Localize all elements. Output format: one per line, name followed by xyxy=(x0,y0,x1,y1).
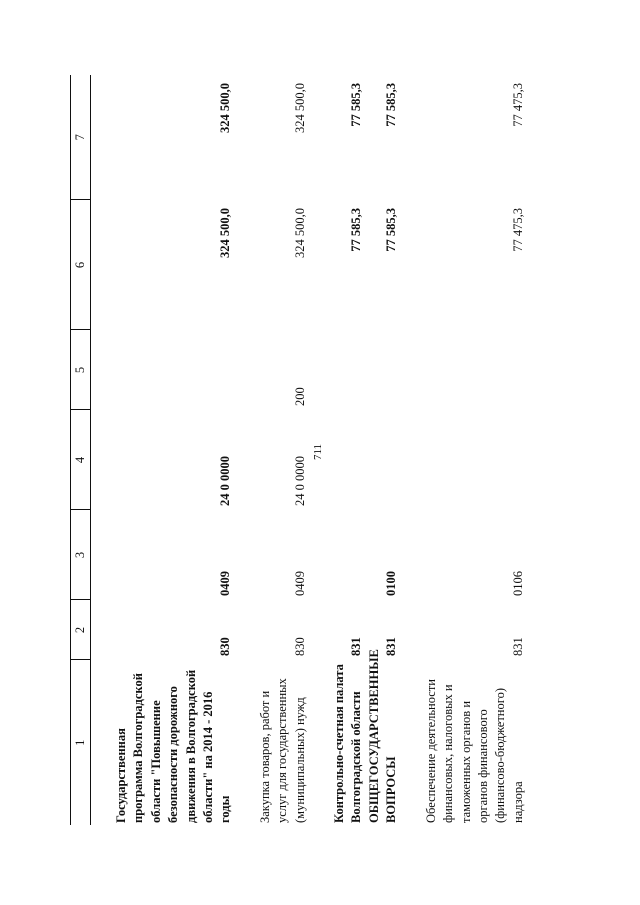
row-amount-7: 77 475,3 xyxy=(510,83,525,127)
row-expense-type xyxy=(113,330,235,410)
row-ministry-code: 831 xyxy=(384,637,399,656)
row-amount-6: 77 585,3 xyxy=(384,208,399,252)
column-header-4: 4 xyxy=(71,410,91,510)
table-row xyxy=(366,75,401,825)
row-name: Государственная программа Волгоградской области "Повышение безопасности дорожного движения в Волгоградской области" на 2014 - 2016 годы xyxy=(114,669,233,823)
table-spacer xyxy=(91,75,114,825)
column-header-2: 2 xyxy=(71,600,91,660)
table-header-row xyxy=(71,75,91,825)
row-target-code: 24 0 0000 xyxy=(218,456,233,506)
column-header-1: 1 xyxy=(71,660,91,825)
row-target-code xyxy=(423,410,527,510)
row-amount-7: 77 585,3 xyxy=(349,83,364,127)
row-amount-6: 77 585,3 xyxy=(349,208,364,252)
row-name: Обеспечение деятельности финансовых, налоговых и таможенных органов и органов финансового (финансово-бюджетного) надзора xyxy=(423,678,525,823)
row-amount-6: 324 500,0 xyxy=(218,208,233,258)
row-name: ОБЩЕГОСУДАРСТВЕННЫЕ ВОПРОСЫ xyxy=(366,649,399,823)
row-amount-6: 324 500,0 xyxy=(292,208,307,258)
row-section-code: 0106 xyxy=(510,571,525,596)
row-amount-7: 324 500,0 xyxy=(218,83,233,133)
row-target-code: 24 0 0000 xyxy=(292,456,307,506)
page-number: 711 xyxy=(312,443,324,461)
row-ministry-code: 831 xyxy=(510,637,525,656)
table-spacer xyxy=(401,75,423,825)
row-name: Контрольно-счетная палата Волгоградской области xyxy=(332,664,364,823)
row-section-code xyxy=(331,510,366,600)
column-header-5: 5 xyxy=(71,330,91,410)
row-target-code xyxy=(366,410,401,510)
row-amount-7: 77 585,3 xyxy=(384,83,399,127)
table-spacer xyxy=(235,75,257,825)
table-row xyxy=(257,75,309,825)
row-expense-type xyxy=(366,330,401,410)
row-amount-6: 77 475,3 xyxy=(510,208,525,252)
budget-table-sheet xyxy=(70,75,570,825)
row-expense-type: 200 xyxy=(292,387,307,406)
table-row xyxy=(423,75,527,825)
row-ministry-code: 831 xyxy=(349,637,364,656)
budget-table xyxy=(70,75,527,825)
table-spacer xyxy=(309,75,331,825)
row-target-code xyxy=(331,410,366,510)
row-expense-type xyxy=(331,330,366,410)
row-expense-type xyxy=(423,330,527,410)
row-section-code: 0409 xyxy=(292,571,307,596)
column-header-6: 6 xyxy=(71,200,91,330)
table-row xyxy=(331,75,366,825)
row-ministry-code: 830 xyxy=(218,637,233,656)
row-ministry-code: 830 xyxy=(292,637,307,656)
column-header-7: 7 xyxy=(71,75,91,200)
row-amount-7: 324 500,0 xyxy=(292,83,307,133)
column-header-3: 3 xyxy=(71,510,91,600)
row-name: Закупка товаров, работ и услуг для государственных (муниципальных) нужд xyxy=(257,678,307,823)
row-section-code: 0100 xyxy=(384,571,399,596)
row-section-code: 0409 xyxy=(218,571,233,596)
table-row xyxy=(113,75,235,825)
